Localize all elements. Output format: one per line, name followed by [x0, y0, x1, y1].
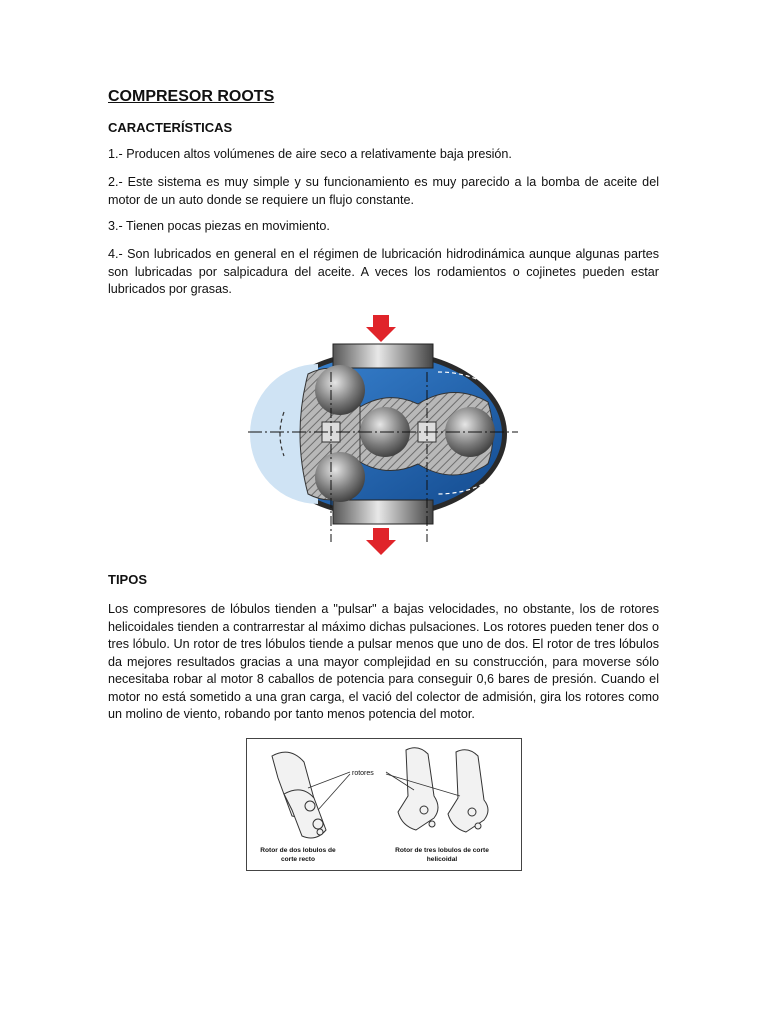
outlet-port: [333, 500, 433, 524]
lobe: [315, 365, 365, 415]
inlet-port: [333, 344, 433, 368]
rotors-label: rotores: [352, 770, 374, 777]
list-item: 1.- Producen altos volúmenes de aire seco a relativamente baja presión.: [108, 147, 512, 161]
list-item: 2.- Este sistema es muy simple y su funcionamiento es muy parecido a la bomba de aceite del motor de un auto donde se requiere un flujo constante.: [108, 175, 659, 207]
section-heading-characteristics: CARACTERÍSTICAS: [108, 120, 233, 135]
rotor-types-diagram: [246, 738, 522, 871]
outlet-arrow-icon: [366, 528, 396, 555]
caption-right-2: helicoidal: [426, 856, 458, 863]
caption-right: Rotor de tres lobulos de corte: [395, 847, 489, 854]
page-title: COMPRESOR ROOTS: [108, 88, 275, 105]
types-paragraph: Los compresores de lóbulos tienden a "pulsar" a bajas velocidades, no obstante, los de rotores helicoidales tienden a contrarrestar al máximo dichas pulsaciones. Los rotores pueden tener dos o tres lóbulo. Un rotor de tres lóbulos tiende a pulsar menos que uno de dos. El rotor de tres lóbulos da mejores resultados gracias a una mayor complejidad en su construcción, para moverse sólo necesitaba robar al motor 8 caballos de potencia para conseguir 0,6 bares de presión. Cuando el motor no está sometido a una gran carga, el vació del colector de admisión, gira los rotores como un molino de viento, robando por tanto menos potencia del motor.: [108, 602, 659, 721]
roots-compressor-diagram: [248, 312, 518, 558]
lobe: [315, 452, 365, 502]
section-heading-types: TIPOS: [108, 572, 148, 587]
inlet-arrow-icon: [366, 315, 396, 342]
caption-left-2: corte recto: [280, 856, 316, 863]
caption-left: Rotor de dos lobulos de: [260, 847, 336, 854]
list-item: 4.- Son lubricados en general en el régimen de lubricación hidrodinámica aunque algunas partes son lubricadas por salpicadura del aceite. A veces los rodamientos o cojinetes pueden estar lubricados por grasas.: [108, 247, 659, 296]
list-item: 3.- Tienen pocas piezas en movimiento.: [108, 219, 330, 233]
